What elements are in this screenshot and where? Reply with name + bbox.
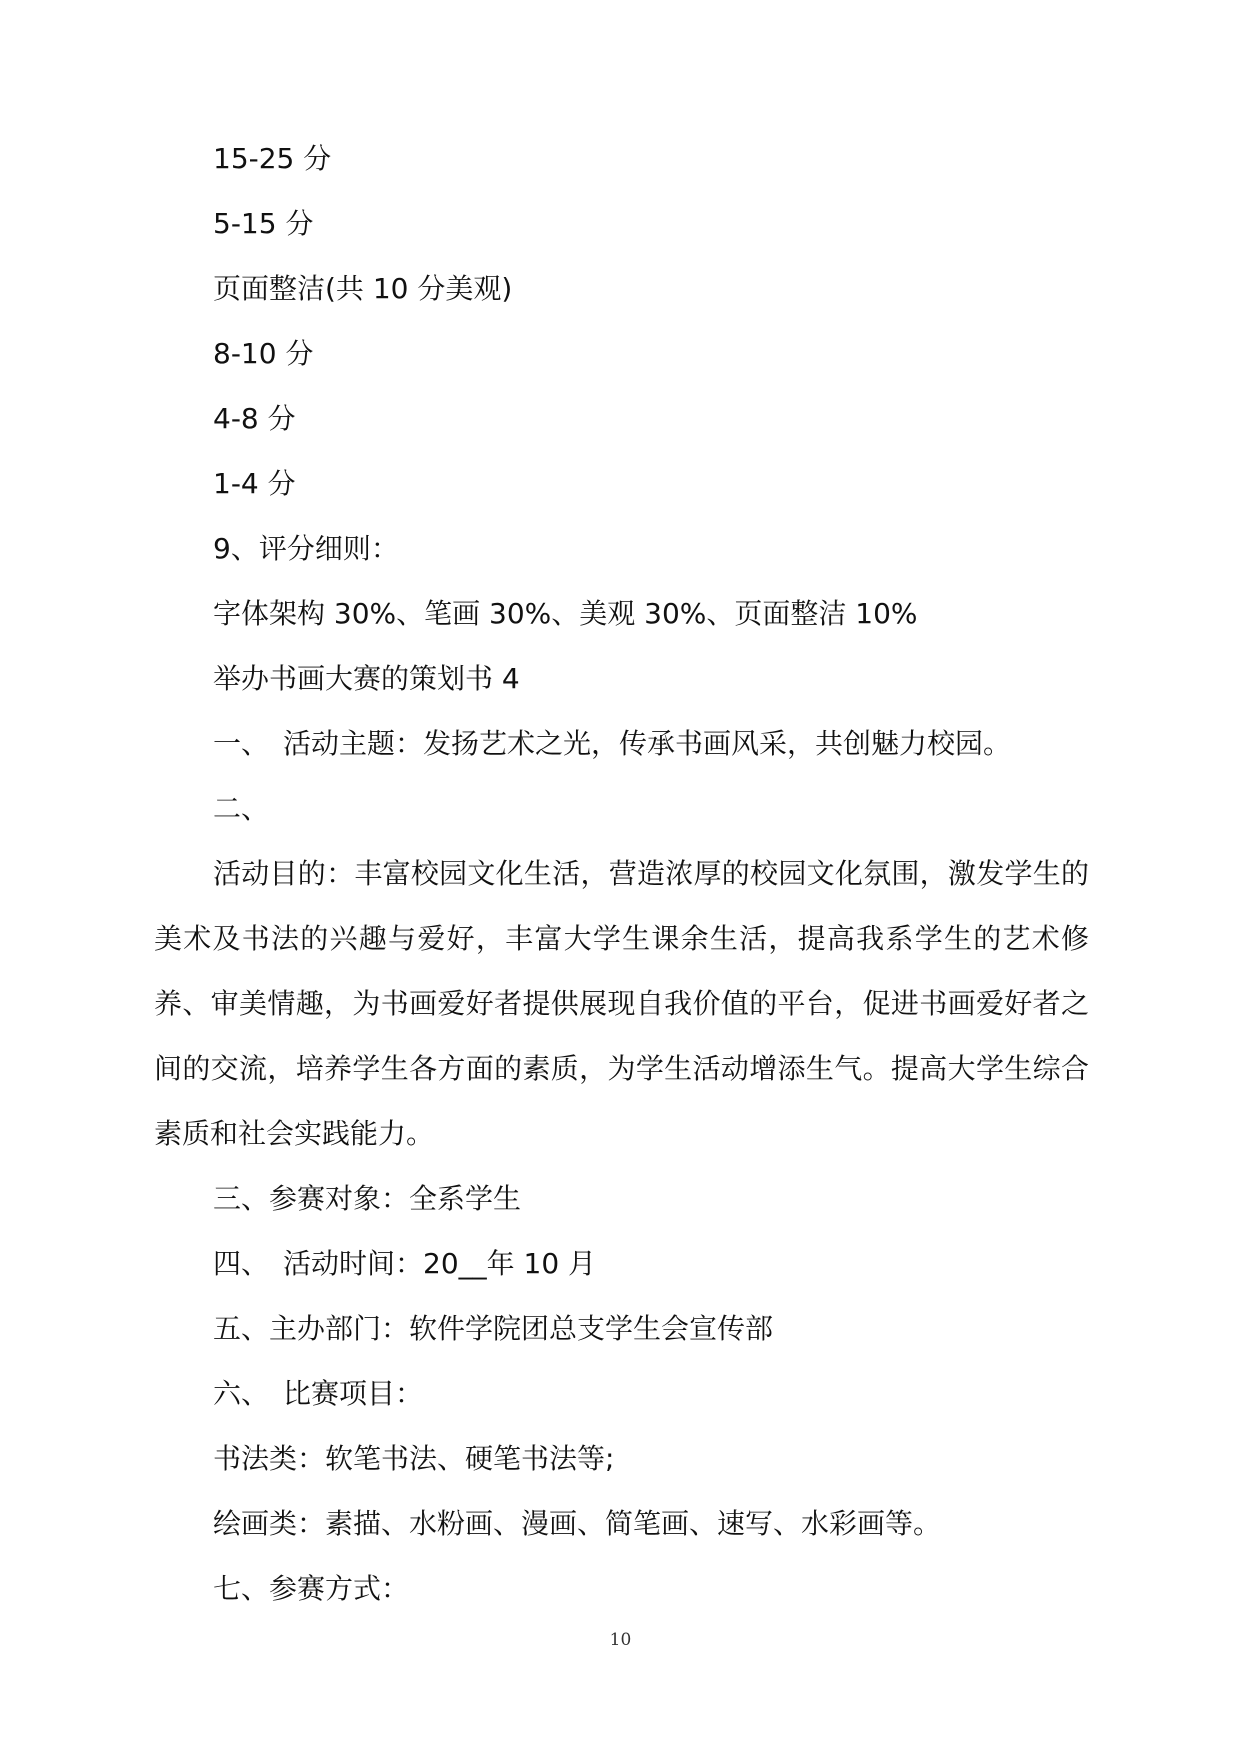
calligraphy-category-line: 书法类：软笔书法、硬笔书法等; xyxy=(213,1442,615,1475)
activity-theme-line: 一、 活动主题：发扬艺术之光，传承书画风采，共创魅力校园。 xyxy=(213,727,1012,760)
score-range-line: 4-8 分 xyxy=(213,402,296,435)
organizer-line: 五、主办部门：软件学院团总支学生会宣传部 xyxy=(213,1312,774,1345)
painting-category-line: 绘画类：素描、水粉画、漫画、简笔画、速写、水彩画等。 xyxy=(213,1507,942,1540)
document-title: 举办书画大赛的策划书 4 xyxy=(213,662,520,695)
document-body xyxy=(154,126,1089,1621)
score-weights-line: 字体架构 30%、笔画 30%、美观 30%、页面整洁 10% xyxy=(213,597,918,630)
score-range-line: 15-25 分 xyxy=(213,142,332,175)
participants-line: 三、参赛对象：全系学生 xyxy=(213,1182,522,1215)
activity-purpose-paragraph: 活动目的：丰富校园文化生活，营造浓厚的校园文化氛围，激发学生的美术及书法的兴趣与爱好，丰富大学生课余生活，提高我系学生的艺术修养、审美情趣，为书画爱好者提供展现自我价值的平台，促进书画爱好者之间的交流，培养学生各方面的素质，为学生活动增添生气。提高大学生综合素质和社会实践能力。 xyxy=(154,857,1089,1150)
page-number: 10 xyxy=(609,1630,632,1650)
activity-time-line: 四、 活动时间：20__年 10 月 xyxy=(213,1247,597,1280)
criterion-heading: 页面整洁(共 10 分美观) xyxy=(213,272,513,305)
section-heading: 9、评分细则： xyxy=(213,532,399,565)
section-number-line: 二、 xyxy=(213,792,270,825)
score-range-line: 1-4 分 xyxy=(213,467,296,500)
participation-method-heading: 七、参赛方式： xyxy=(213,1572,410,1605)
score-range-line: 8-10 分 xyxy=(213,337,314,370)
score-range-line: 5-15 分 xyxy=(213,207,314,240)
competition-items-heading: 六、 比赛项目： xyxy=(213,1377,424,1410)
